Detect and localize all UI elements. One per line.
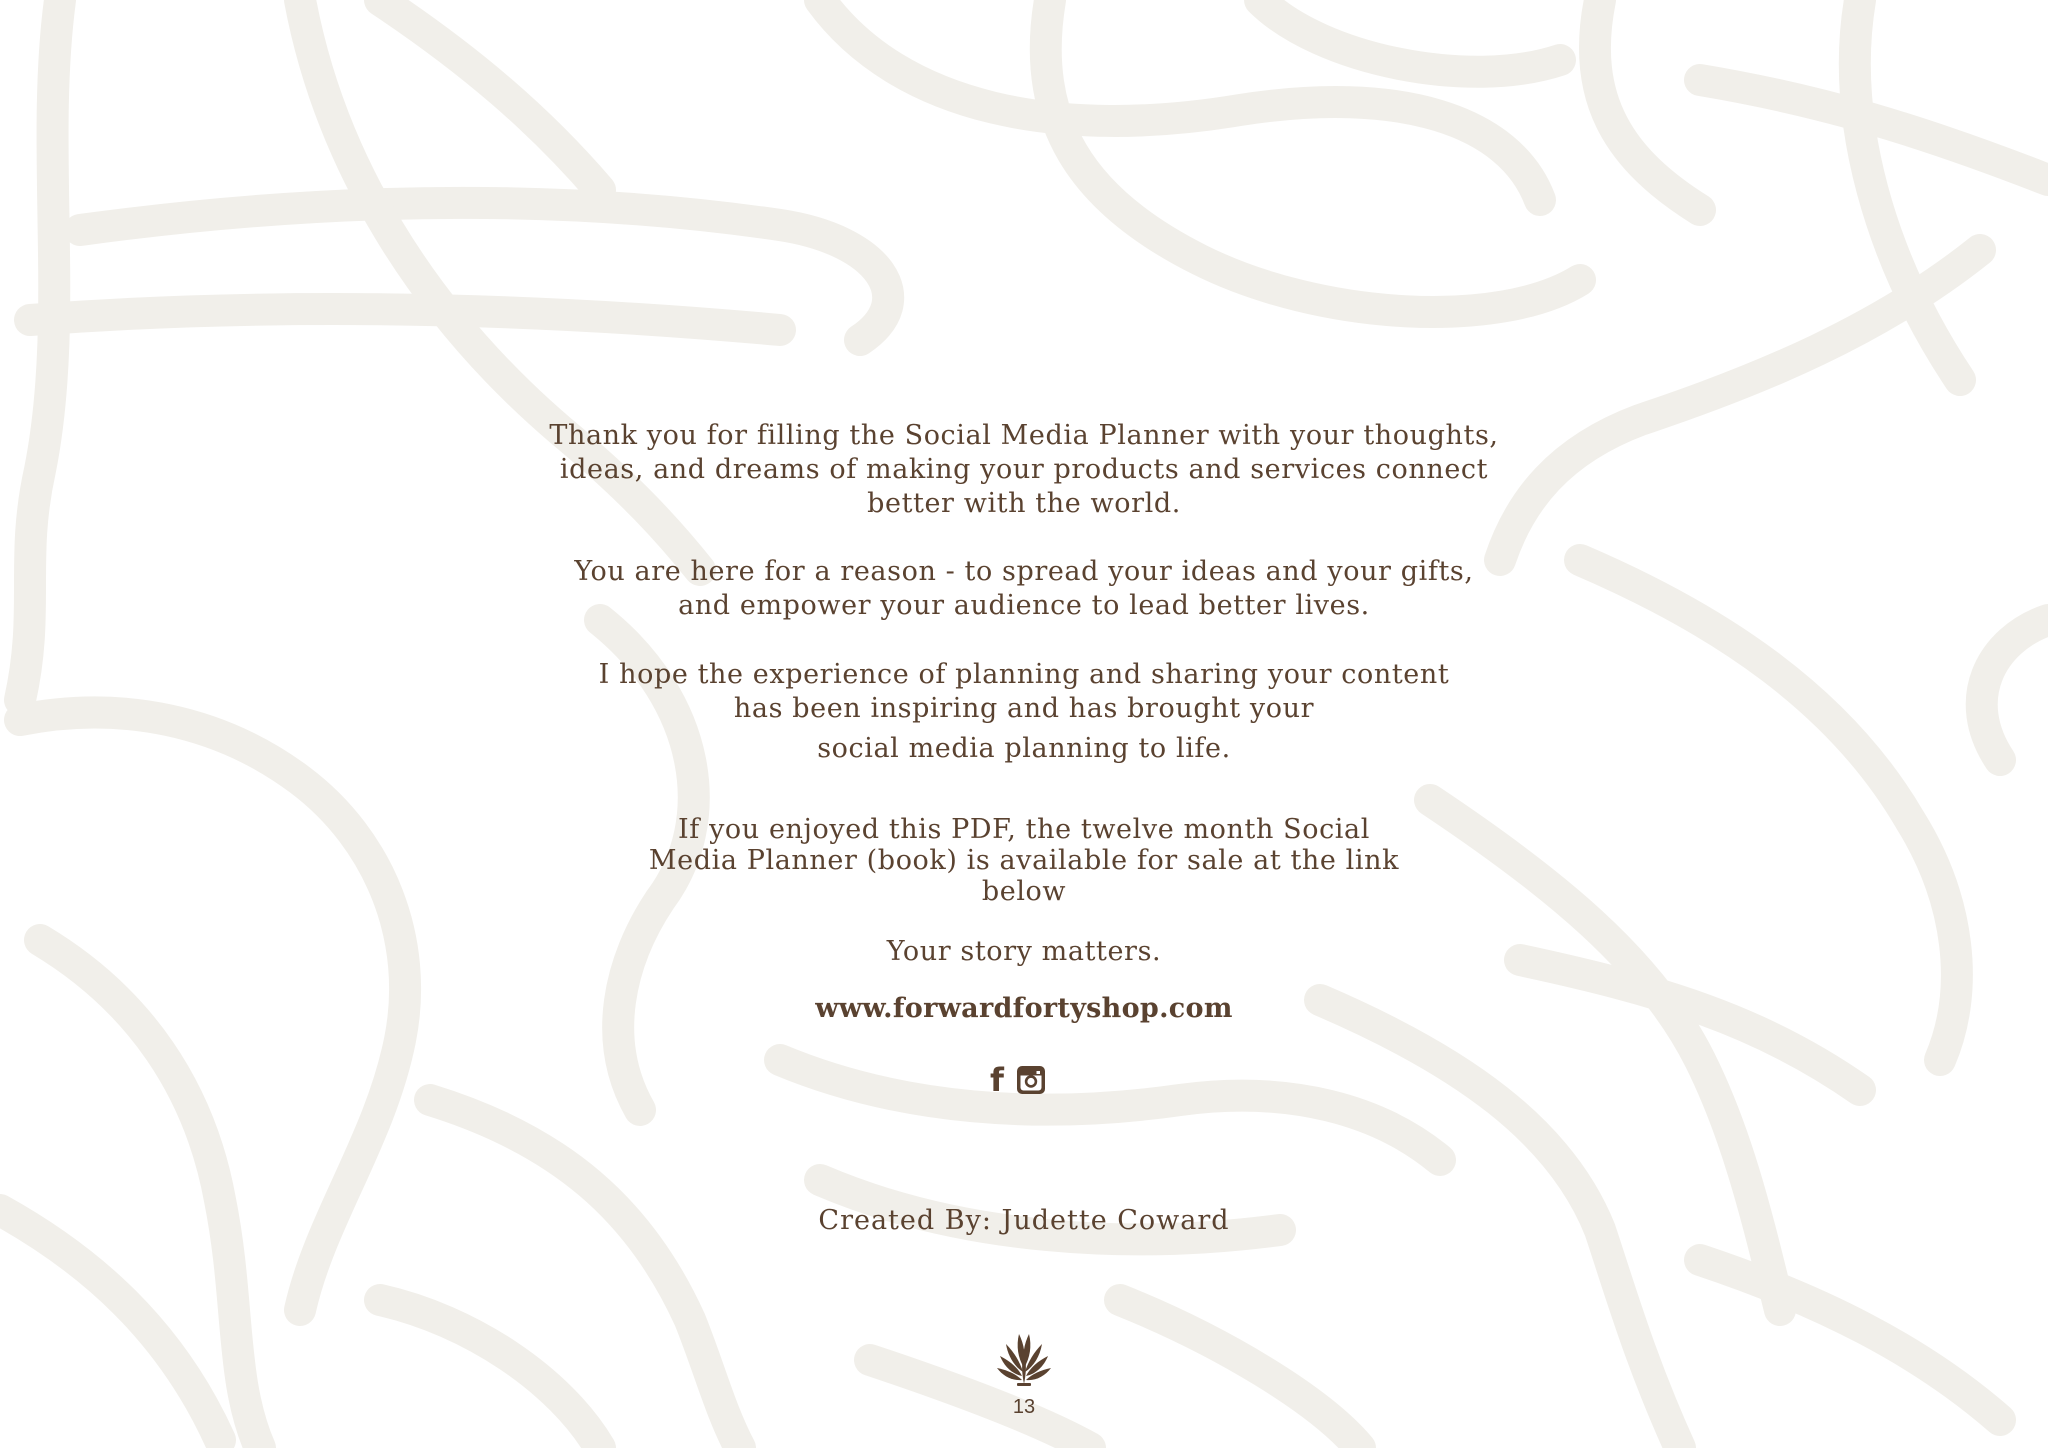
text-line: ideas, and dreams of making your products and services connect xyxy=(559,454,1489,485)
text-line: and empower your audience to lead better lives. xyxy=(678,590,1370,621)
thank-you-paragraph xyxy=(474,419,1574,521)
website-link[interactable]: www.forwardfortyshop.com xyxy=(815,993,1233,1024)
page-number: 13 xyxy=(1012,1396,1036,1418)
text-line: Thank you for filling the Social Media Planner with your thoughts, xyxy=(549,420,1499,451)
text-line: You are here for a reason - to spread your ideas and your gifts, xyxy=(574,556,1474,587)
facebook-icon[interactable]: f xyxy=(990,1061,1004,1099)
palm-leaf-logo-icon xyxy=(996,1328,1052,1386)
text-line: If you enjoyed this PDF, the twelve month Social xyxy=(678,814,1370,845)
purpose-paragraph xyxy=(474,555,1574,623)
hope-paragraph xyxy=(474,658,1574,766)
instagram-icon[interactable] xyxy=(1016,1065,1046,1095)
closing-line: Your story matters. xyxy=(886,936,1162,967)
text-line: below xyxy=(981,876,1067,907)
text-line: has been inspiring and has brought your xyxy=(733,693,1315,724)
author-credit: Created By: Judette Coward xyxy=(818,1205,1230,1236)
text-line: I hope the experience of planning and sharing your content xyxy=(598,659,1450,690)
text-line: Media Planner (book) is available for sale at the link xyxy=(648,845,1400,876)
text-line: better with the world. xyxy=(867,488,1181,519)
social-links xyxy=(990,1063,1046,1097)
text-line: social media planning to life. xyxy=(817,733,1231,764)
book-offer-paragraph xyxy=(474,814,1574,907)
